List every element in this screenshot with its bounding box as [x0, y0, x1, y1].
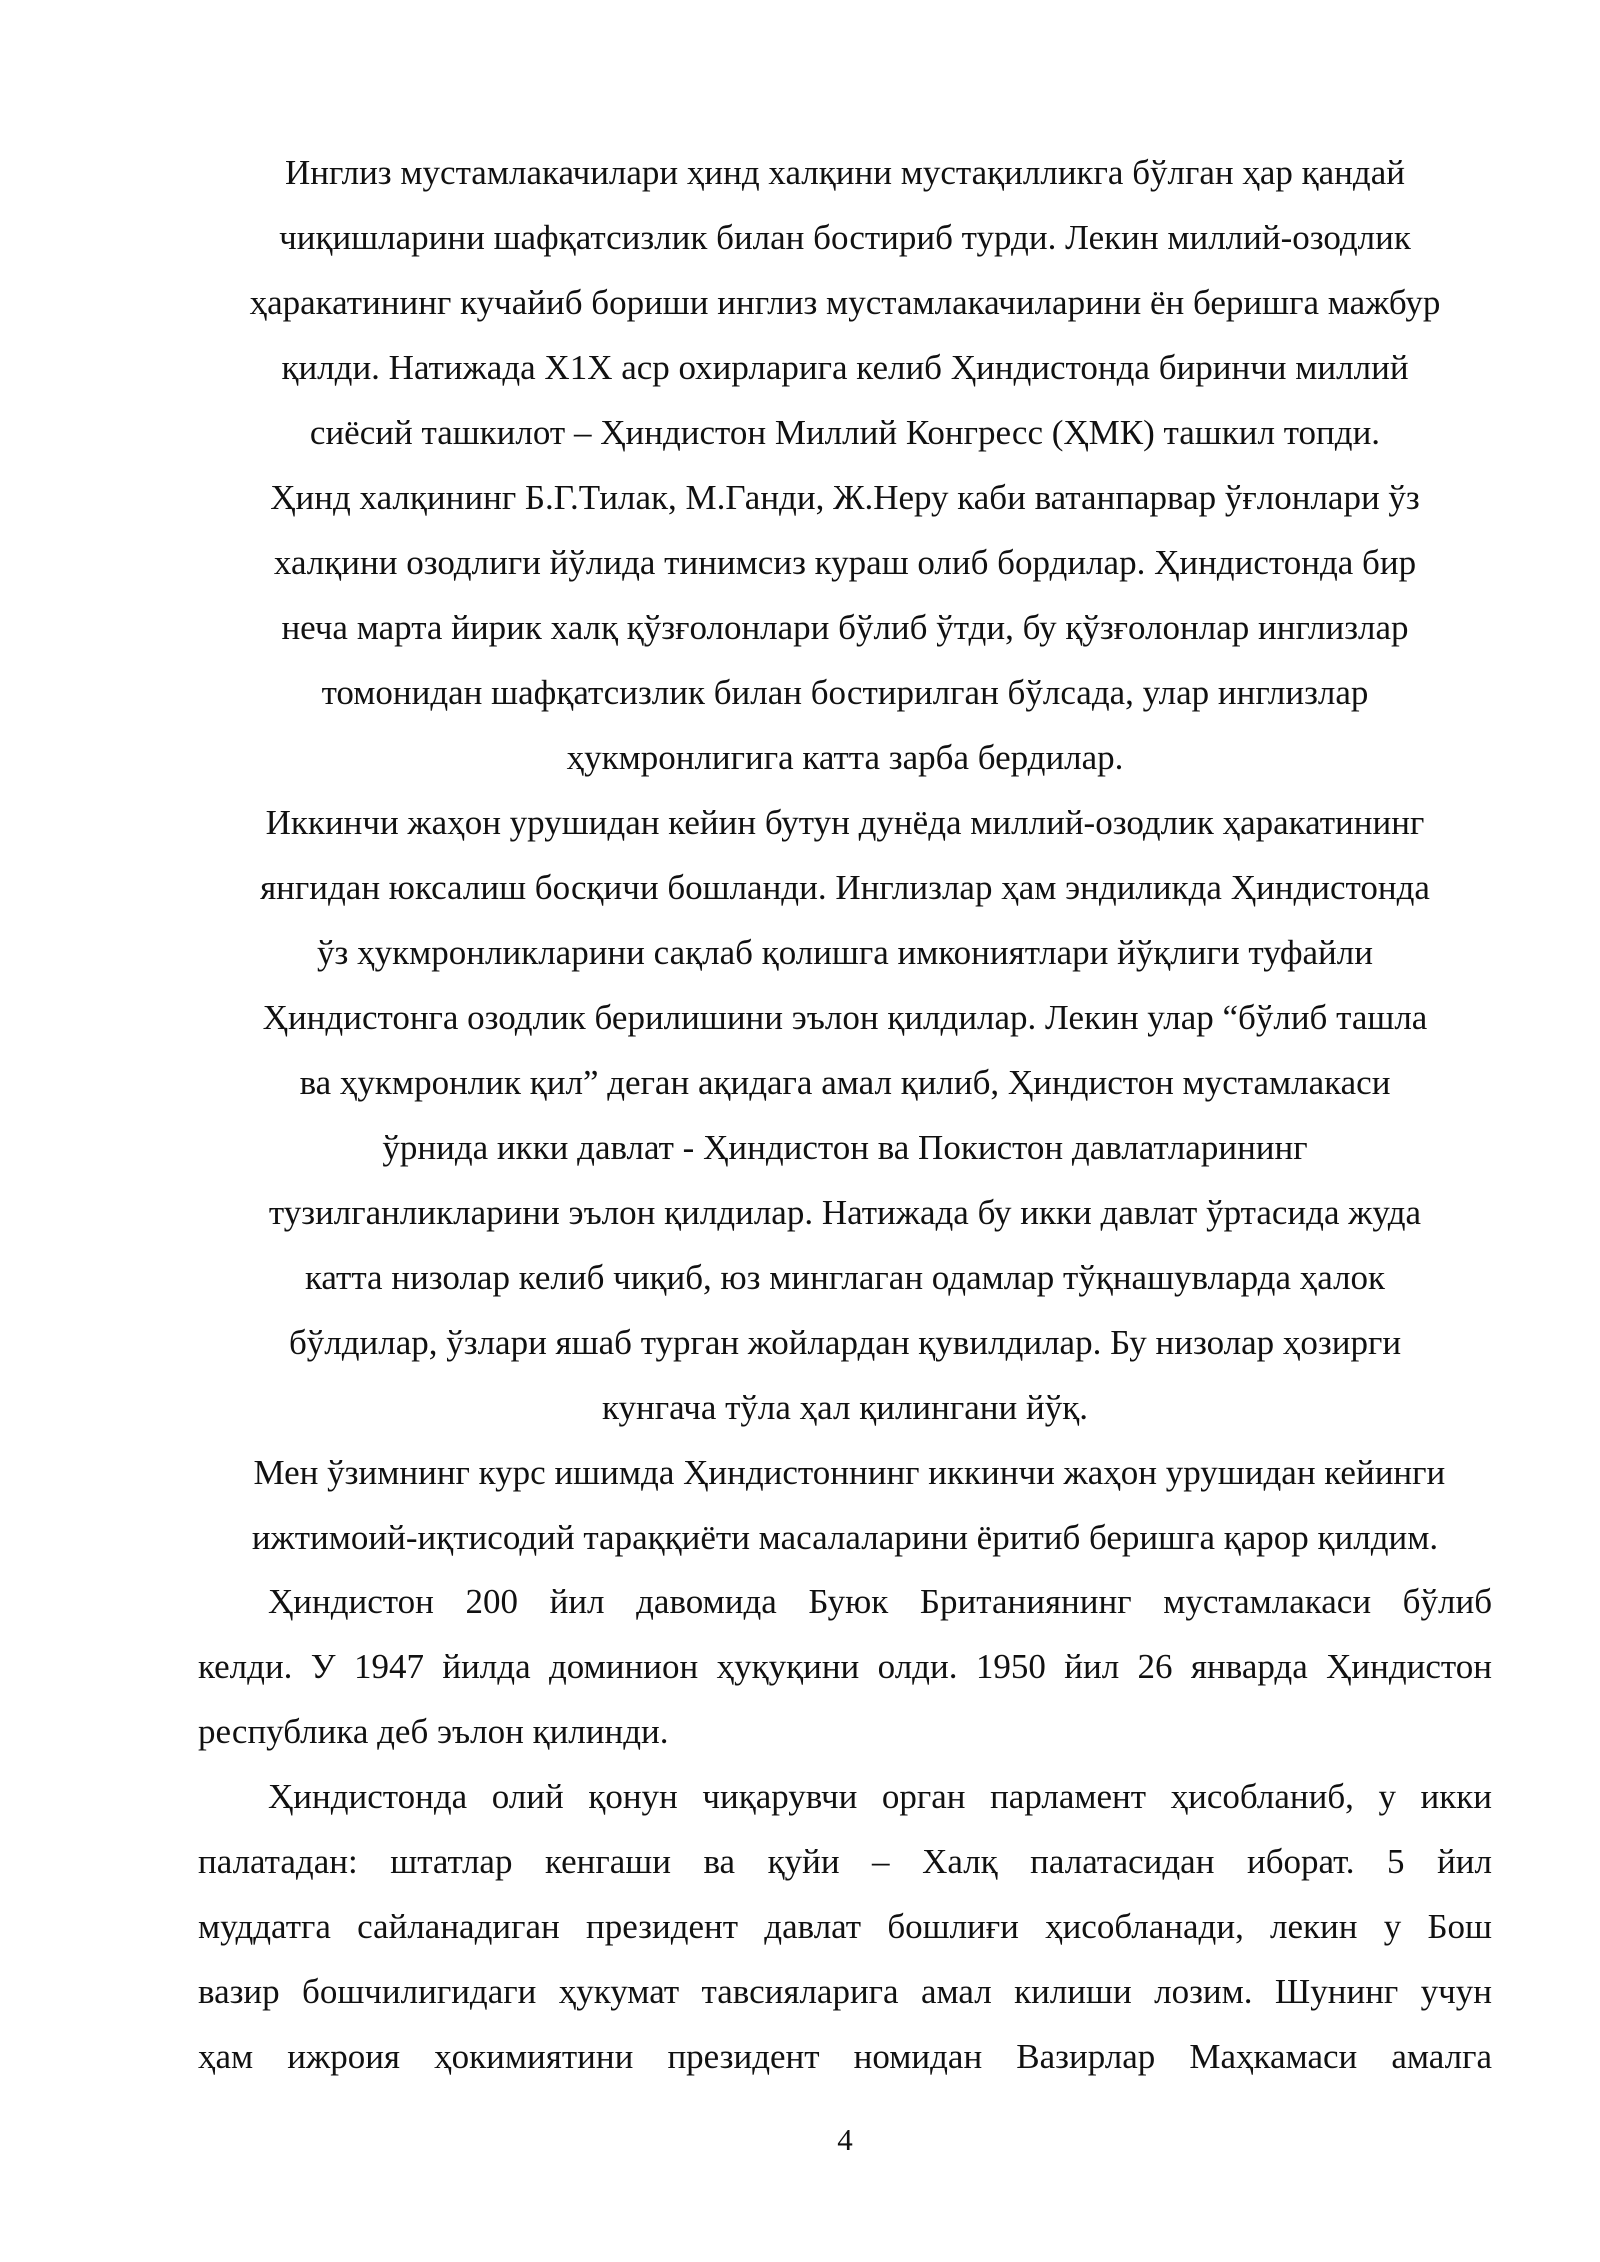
text-line: ўрнида икки давлат - Ҳиндистон ва Покистон давлатларининг [382, 1128, 1308, 1167]
text-line: ва ҳукмронлик қил” деган ақидага амал қилиб, Ҳиндистон мустамлакаси [299, 1063, 1391, 1102]
paragraph-colonial-rule [198, 140, 1492, 465]
text-line: ҳам ижроия ҳокимиятини президент номидан Вазирлар Маҳкамаси амалга [198, 2037, 1492, 2076]
text-line: чиқишларини шафқатсизлик билан бостириб турди. Лекин миллий-озодлик [279, 218, 1411, 257]
centered-text-block [198, 140, 1492, 1570]
text-line: Ҳинд халқининг Б.Г.Тилак, М.Ганди, Ж.Неру каби ватанпарвар ўғлонлари ўз [270, 478, 1420, 517]
page-number: 4 [837, 2122, 853, 2157]
text-line: Иккинчи жаҳон урушидан кейин бутун дунёда миллий-озодлик ҳаракатининг [265, 803, 1425, 842]
text-line: ижтимоий-иқтисодий тараққиёти масалаларини ёритиб беришга қарор қилдим. [251, 1518, 1439, 1557]
paragraph-course-work [198, 1440, 1492, 1570]
text-line: Ҳиндистонга озодлик берилишини эълон қилдилар. Лекин улар “бўлиб ташла [262, 998, 1428, 1037]
text-line: ҳаракатининг кучайиб бориши инглиз мустамлакачиларини ён беришга мажбур [249, 283, 1441, 322]
paragraph-parliament [198, 1764, 1492, 2089]
paragraph-post-war [198, 790, 1492, 1440]
text-line: муддатга сайланадиган президент давлат бошлиғи ҳисобланади, лекин у Бош [198, 1907, 1492, 1946]
text-line: бўлдилар, ўзлари яшаб турган жойлардан қувилдилар. Бу низолар ҳозирги [288, 1323, 1402, 1362]
justified-text-block [198, 1569, 1492, 2089]
text-line: вазир бошчилигидаги ҳукумат тавсияларига амал килиши лозим. Шунинг учун [198, 1972, 1492, 2011]
text-line: халқини озодлиги йўлида тинимсиз кураш олиб бордилар. Ҳиндистонда бир [273, 543, 1417, 582]
text-line: катта низолар келиб чиқиб, юз минглаган одамлар тўқнашувларда ҳалок [304, 1258, 1386, 1297]
text-line: сиёсий ташкилот – Ҳиндистон Миллий Конгресс (ҲМК) ташкил топди. [309, 413, 1381, 452]
text-line: янгидан юксалиш босқичи бошланди. Инглизлар ҳам эндиликда Ҳиндистонда [260, 868, 1430, 907]
text-line: Ҳиндистон 200 йил давомида Буюк Британиянинг мустамлакаси бўлиб [268, 1582, 1492, 1621]
text-line: Инглиз мустамлакачилари ҳинд халқини мустақилликга бўлган ҳар қандай [285, 153, 1405, 192]
paragraph-national-leaders [198, 465, 1492, 790]
text-line: ўз ҳукмронликларини сақлаб қолишга имкониятлари йўқлиги туфайли [317, 933, 1373, 972]
text-line: Ҳиндистонда олий қонун чиқарувчи орган парламент ҳисобланиб, у икки [268, 1777, 1492, 1816]
text-line: қилди. Натижада X1X аср охирларига келиб Ҳиндистонда биринчи миллий [281, 348, 1409, 387]
text-line: палатадан: штатлар кенгаши ва қуйи – Халқ палатасидан иборат. 5 йил [198, 1842, 1492, 1881]
text-line: Мен ўзимнинг курс ишимда Ҳиндистоннинг иккинчи жаҳон урушидан кейинги [244, 1453, 1446, 1492]
text-line: кунгача тўла ҳал қилингани йўқ. [602, 1388, 1088, 1427]
text-line: республика деб эълон қилинди. [198, 1712, 669, 1751]
paragraph-independence [198, 1569, 1492, 1764]
text-line: неча марта йирик халқ қўзғолонлари бўлиб ўтди, бу қўзғолонлар инглизлар [281, 608, 1409, 647]
text-line: ҳукмронлигига катта зарба бердилар. [566, 738, 1124, 777]
text-line: тузилганликларини эълон қилдилар. Натижада бу икки давлат ўртасида жуда [268, 1193, 1422, 1232]
text-line: томонидан шафқатсизлик билан бостирилган бўлсада, улар инглизлар [321, 673, 1369, 712]
text-line: келди. У 1947 йилда доминион ҳуқуқини олди. 1950 йил 26 январда Ҳиндистон [198, 1647, 1492, 1686]
